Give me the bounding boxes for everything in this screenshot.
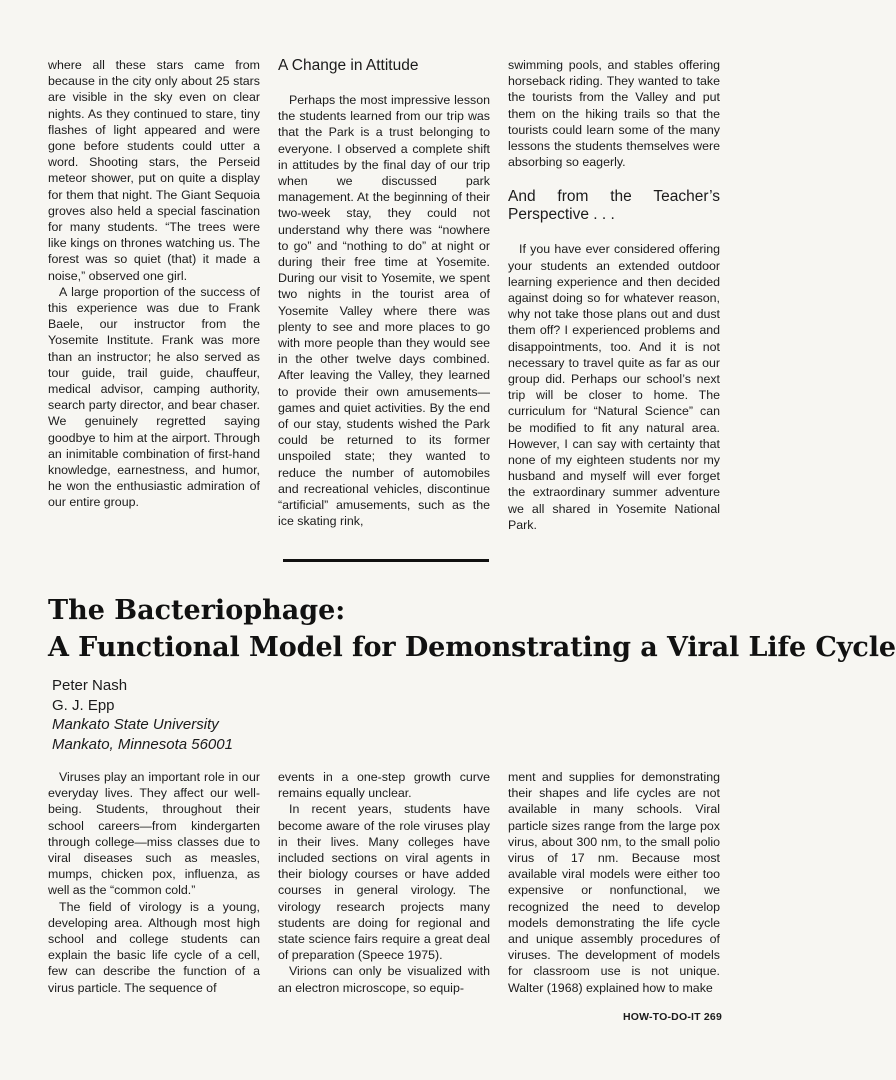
paragraph: A large proportion of the success of this experience was due to Frank Baele, our instructor from the Yosemite Institute. Frank was more than an instructor; he also served as tour guide, trail guide, chauffeur, medical advisor, camping authority, search party director, and bear chaser. We genuinely regretted saying goodbye to him at the airport. Through an inimitable combination of first-hand knowledge, earnestness, and humor, he won the enthusiastic admiration of our entire group. — [48, 284, 260, 510]
article-title-line-2: A Functional Model for Demonstrating a Viral Life Cycle — [48, 632, 896, 663]
author-name: G. J. Epp — [52, 696, 115, 714]
article-column-1 — [48, 769, 260, 996]
paragraph: events in a one-step growth curve remains equally unclear. — [278, 770, 490, 801]
article-column-3 — [508, 769, 720, 996]
article-title-line-1: The Bacteriophage: — [48, 595, 346, 626]
top-column-3 — [508, 57, 720, 533]
page-footer: HOW-TO-DO-IT 269 — [622, 1011, 722, 1023]
paragraph: where all these stars came from because in the city only about 25 stars are visible in the sky even on clear nights. As they continued to stare, tiny flashes of light appeared and were gone before students could utter a word. Shooting stars, the Perseid meteor shower, put on quite a display for them that night. The Giant Sequoia groves also held a special fascination for many students. “The trees were like kings on thrones watching us. The forest was so quiet (that) it made a noise,” observed one girl. — [48, 58, 260, 283]
top-column-2 — [278, 57, 490, 529]
top-column-1 — [48, 57, 260, 511]
section-heading-teachers-perspective: And from the Teacher’s Perspective . . . — [508, 188, 720, 224]
paragraph: Perhaps the most impressive lesson the students learned from our trip was that the Park is a trust belonging to everyone. I observed a complete shift in attitudes by the final day of our trip when we discussed park management. At the beginning of their two-week stay, they could not understand why there was “nowhere to go” and “nothing to do” at night or during their free time at Yosemite. During our visit to Yosemite, we spent two nights in the tourist area of Yosemite Valley where there was plenty to see and more places to go with more people than they would see in the other twelve days combined. After leaving the Valley, they learned to provide their own amusements—games and quiet activities. By the end of our stay, students wished the Park could be returned to its former unspoiled state; they wanted to reduce the number of automobiles and recreational vehicles, discontinue “artificial” amusements, such as the ice skating rink, — [278, 93, 490, 529]
section-divider — [283, 559, 489, 562]
affiliation: Mankato State University — [52, 716, 219, 733]
paragraph: ment and supplies for demonstrating their shapes and life cycles are not available in many schools. Viral particle sizes range from the large pox virus, about 300 nm, to the small polio virus of 17 nm. Because most available viral models were either too expensive or nonfunctional, we recognized the need to develop models demonstrating the life cycle and unique assembly procedures of viruses. The development of models for classroom use is not unique. Walter (1968) explained how to make — [508, 770, 720, 995]
paragraph: The field of virology is a young, developing area. Although most high school and college students can explain the basic life cycle of a cell, few can describe the function of a virus particle. The sequence of — [48, 899, 260, 995]
author-name: Peter Nash — [52, 677, 128, 694]
paragraph: In recent years, students have become aware of the role viruses play in their lives. Many colleges have included sections on viral agents in their biology courses or have added courses in general virology. The virology research projects many students are doing for regional and state science fairs require a great deal of preparation (Speece 1975). — [278, 802, 490, 963]
article-column-2 — [278, 769, 490, 996]
paragraph: swimming pools, and stables offering horseback riding. They wanted to take the tourists from the Valley and put them on the hiking trails so that the tourists could learn some of the many lessons the students themselves were absorbing so eagerly. — [508, 58, 720, 170]
paragraph: If you have ever considered offering your students an extended outdoor learning experience and then decided against doing so for whatever reason, why not take those plans out and dust them off? I experienced problems and disappointments, too. And it is not necessary to travel quite as far as our group did. Perhaps our school’s next trip will be closer to home. The curriculum for “Natural Science” can be modified to fit any natural area. However, I can say with certainty that none of my eighteen students nor my husband and myself will ever forget the extraordinary summer adventure we all shared in Yosemite National Park. — [508, 242, 720, 532]
paragraph: Virions can only be visualized with an electron microscope, so equip- — [278, 964, 490, 995]
affiliation-address: Mankato, Minnesota 56001 — [52, 735, 233, 753]
paragraph: Viruses play an important role in our everyday lives. They affect our well-being. Students, throughout their school careers—from kindergarten through college—miss classes due to viral diseases such as measles, mumps, chicken pox, influenza, as well as the “common cold.” — [48, 770, 260, 898]
author-block — [52, 676, 233, 754]
section-heading-change-in-attitude: A Change in Attitude — [278, 57, 419, 74]
